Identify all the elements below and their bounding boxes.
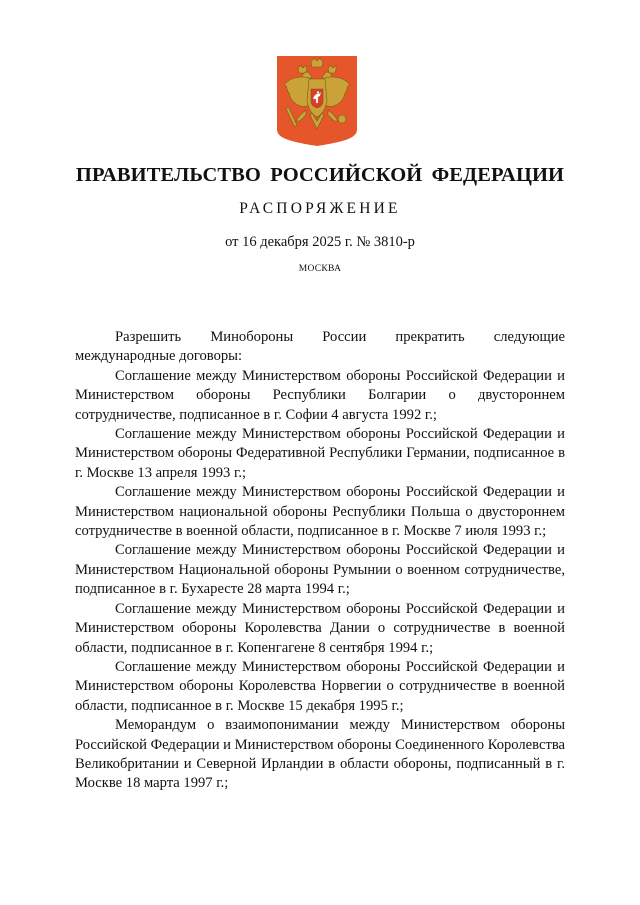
paragraph-agreement: Соглашение между Министерством обороны Российской Федерации и Министерством национальной обороны Республики Польша о двустороннем сотрудничестве в военной области, подписанное в г. Москве 7 июля 1993 г.; — [75, 484, 565, 540]
paragraph-memorandum: Меморандум о взаимопонимании между Министерством обороны Российской Федерации и Министерством обороны Соединенного Королевства Великобритании и Северной Ирландии в области обороны, подписанный в г. Москве 18 марта 1997 г.; — [75, 717, 565, 792]
document-date-number: от 16 декабря 2025 г. № 3810-р — [225, 234, 415, 250]
document-city: МОСКВА — [298, 264, 342, 274]
document-body — [75, 328, 565, 794]
paragraph-agreement: Соглашение между Министерством обороны Российской Федерации и Министерством обороны Республики Болгарии о двустороннем сотрудничестве, подписанное в г. Софии 4 августа 1992 г.; — [75, 367, 565, 423]
government-title: ПРАВИТЕЛЬСТВО РОССИЙСКОЙ ФЕДЕРАЦИИ — [75, 164, 565, 186]
document-type: РАСПОРЯЖЕНИЕ — [239, 200, 401, 217]
russian-coat-of-arms-icon — [276, 55, 358, 147]
paragraph-agreement: Соглашение между Министерством обороны Российской Федерации и Министерством обороны Королевства Норвегии о сотрудничестве в военной области, подписанное в г. Москве 15 декабря 1995 г.; — [75, 658, 565, 714]
paragraph-agreement: Соглашение между Министерством обороны Российской Федерации и Министерством Национальной обороны Румынии о военном сотрудничестве, подписанное в г. Бухаресте 28 марта 1994 г.; — [75, 542, 565, 598]
paragraph-agreement: Соглашение между Министерством обороны Российской Федерации и Министерством обороны Федеративной Республики Германии, подписанное в г. Москве 13 апреля 1993 г.; — [75, 426, 565, 481]
paragraph-agreement: Соглашение между Министерством обороны Российской Федерации и Министерством обороны Королевства Дании о сотрудничестве в военной области, подписанное в г. Копенгагене 8 сентября 1994 г.; — [75, 600, 565, 656]
paragraph-intro: Разрешить Минобороны России прекратить следующие международные договоры: — [75, 329, 565, 365]
